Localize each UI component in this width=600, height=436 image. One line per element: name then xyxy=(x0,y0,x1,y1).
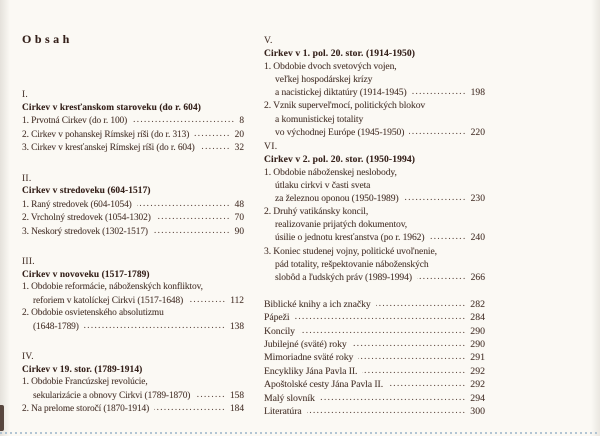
dot-leader xyxy=(388,378,466,387)
entry-text: slobôd a ľudských práv (1989-1994) xyxy=(275,271,412,283)
appendix-entry xyxy=(264,338,485,351)
dot-leader xyxy=(154,402,226,411)
page-left-edge-shadow xyxy=(0,0,10,436)
toc-entry-line xyxy=(22,320,244,334)
entry-text: útlaku cirkvi v časti sveta xyxy=(275,180,371,192)
entry-text: 2. Obdobie osvietenského absolutizmu xyxy=(22,308,164,318)
entry-text: 3. Neskorý stredovek (1302-1517) xyxy=(22,226,148,237)
entry-page-number: 32 xyxy=(234,143,244,153)
toc-entry-line xyxy=(22,376,244,389)
entry-text: 1. Obdobie reformácie, náboženských konfliktov, xyxy=(22,282,203,292)
entry-page-number: 112 xyxy=(230,295,244,306)
entry-text: (1648-1789) xyxy=(33,321,79,332)
toc-entry-line xyxy=(22,211,244,225)
dot-leader xyxy=(188,294,226,303)
toc-entry-line xyxy=(264,218,485,231)
entry-text: 3. Koniec studenej vojny, politické uvoľnenie, xyxy=(264,245,437,257)
toc-entry-line xyxy=(264,73,485,86)
entry-text: 2. Cirkev v pohanskej Rímskej ríši (do r. 313) xyxy=(22,129,190,140)
toc-entry-line xyxy=(22,141,244,155)
toc-section xyxy=(22,173,244,239)
entry-text: Literatúra xyxy=(264,406,302,418)
entry-text: veľkej hospodárskej krízy xyxy=(275,74,373,86)
toc-section xyxy=(22,256,244,333)
entry-text: Koncily xyxy=(264,325,295,337)
dot-leader xyxy=(84,320,226,329)
entry-text: úsilie o jednotu kresťanstva (po r. 1962) xyxy=(275,232,425,244)
section-numeral: I. xyxy=(22,90,29,100)
section-numeral: II. xyxy=(22,173,32,184)
appendix-entry xyxy=(264,311,485,324)
toc-entry-line xyxy=(22,198,244,212)
toc-section xyxy=(22,351,244,416)
section-heading: Cirkev v 19. stor. (1789-1914) xyxy=(22,364,143,375)
entry-page-number: 90 xyxy=(234,226,244,237)
toc-entry-line xyxy=(264,166,485,179)
dot-leader xyxy=(352,338,467,347)
entry-page-number: 292 xyxy=(470,365,485,377)
entry-page-number: 266 xyxy=(470,271,485,283)
section-numeral: VI. xyxy=(264,140,278,152)
dot-leader xyxy=(429,231,466,240)
dot-leader xyxy=(200,141,231,150)
entry-text: sekularizácie a obnovy Cirkvi (1789-1870) xyxy=(33,390,191,401)
entry-text: Malý slovník xyxy=(264,392,315,404)
entry-text: 3. Cirkev v kresťanskej Rímskej ríši (do r. 604) xyxy=(22,143,195,153)
entry-text: za železnou oponou (1950-1989) xyxy=(275,193,399,205)
dot-leader xyxy=(300,325,466,334)
entry-text: realizovanie prijatých dokumentov, xyxy=(275,219,408,231)
entry-text: Biblické knihy a ich značky xyxy=(264,298,371,310)
toc-entry-line xyxy=(264,205,485,218)
entry-page-number: 284 xyxy=(470,312,485,324)
toc-entry-line xyxy=(22,225,244,239)
entry-page-number: 290 xyxy=(470,325,485,337)
section-numeral: IV. xyxy=(22,352,34,362)
entry-page-number: 294 xyxy=(470,392,485,404)
toc-entry-line xyxy=(264,192,485,205)
dot-leader xyxy=(194,128,230,137)
dot-leader xyxy=(307,405,467,414)
entry-text: Pápeži xyxy=(264,312,290,324)
toc-left-column xyxy=(22,89,244,434)
entry-page-number: 48 xyxy=(234,199,244,210)
appendix-entry xyxy=(264,378,485,391)
dot-leader xyxy=(137,198,231,207)
appendix-entry xyxy=(264,405,485,418)
toc-entry-line xyxy=(264,113,485,126)
entry-page-number: 8 xyxy=(239,116,244,126)
toc-entry-line xyxy=(22,294,244,308)
entry-text: 1. Raný stredovek (604-1054) xyxy=(22,199,132,210)
entry-page-number: 20 xyxy=(234,129,244,140)
dot-leader xyxy=(195,389,226,398)
dot-leader xyxy=(412,86,467,95)
dot-leader xyxy=(409,126,466,135)
entry-page-number: 300 xyxy=(470,406,485,418)
entry-text: Encykliky Jána Pavla II. xyxy=(264,365,358,377)
entry-text: Jubilejné (sväté) roky xyxy=(264,339,347,350)
entry-text: 2. Vznik superveľmocí, politických blokov xyxy=(264,100,426,112)
section-numeral: V. xyxy=(264,35,273,46)
dot-leader xyxy=(320,392,467,401)
toc-entry-line xyxy=(264,258,485,271)
dot-leader xyxy=(358,351,466,360)
section-numeral: III. xyxy=(22,257,35,267)
toc-entry-line xyxy=(264,231,485,244)
toc-entry-line xyxy=(22,281,244,294)
dot-leader xyxy=(156,211,231,220)
toc-appendix xyxy=(264,298,485,419)
toc-entry-line xyxy=(22,114,244,128)
dot-leader xyxy=(295,311,467,320)
entry-page-number: 158 xyxy=(229,390,244,401)
entry-page-number: 290 xyxy=(470,339,485,350)
entry-page-number: 291 xyxy=(470,352,485,364)
toc-right-column xyxy=(264,34,485,418)
entry-text: vo východnej Európe (1945-1950) xyxy=(275,126,405,138)
section-heading: Cirkev v 1. pol. 20. stor. (1914-1950) xyxy=(264,48,416,60)
appendix-entry xyxy=(264,392,485,405)
section-heading: Cirkev v kresťanskom staroveku (do r. 604) xyxy=(22,102,201,113)
entry-text: 1. Prvotná Cirkev (do r. 100) xyxy=(22,116,128,126)
entry-text: a nacistickej diktatúry (1914-1945) xyxy=(275,87,407,99)
entry-text: Mimoriadne sväté roky xyxy=(264,352,354,364)
entry-page-number: 220 xyxy=(470,126,485,138)
toc-section xyxy=(22,89,244,155)
entry-text: Apoštolské cesty Jána Pavla II. xyxy=(264,379,384,391)
appendix-entry xyxy=(264,351,485,364)
section-heading: Cirkev v 2. pol. 20. stor. (1950-1994) xyxy=(264,153,416,165)
dot-leader xyxy=(417,271,467,280)
entry-page-number: 282 xyxy=(470,298,485,310)
entry-text: a komunistickej totality xyxy=(275,113,364,125)
section-heading: Cirkev v novoveku (1517-1789) xyxy=(22,269,150,280)
toc-entry-line xyxy=(22,307,244,320)
appendix-entry xyxy=(264,298,485,311)
dot-leader xyxy=(404,192,467,201)
scan-edge-dotted-line xyxy=(0,432,600,434)
entry-text: 1. Obdobie náboženskej neslobody, xyxy=(264,166,397,178)
toc-entry-line xyxy=(264,86,485,99)
entry-text: 1. Obdobie Francúzskej revolúcie, xyxy=(22,377,148,387)
entry-page-number: 70 xyxy=(234,213,244,223)
dot-leader xyxy=(376,298,467,307)
toc-section xyxy=(264,34,485,139)
toc-entry-line xyxy=(264,271,485,284)
page-title: Obsah xyxy=(22,32,73,46)
entry-text: 2. Vrcholný stredovek (1054-1302) xyxy=(22,213,151,223)
dot-leader xyxy=(153,225,231,234)
entry-page-number: 240 xyxy=(470,232,485,244)
entry-text: 1. Obdobie dvoch svetových vojen, xyxy=(264,61,397,73)
toc-entry-line xyxy=(264,126,485,139)
toc-entry-line xyxy=(264,245,485,258)
appendix-entry xyxy=(264,325,485,338)
toc-entry-line xyxy=(22,402,244,416)
entry-text: 2. Druhý vatikánsky koncil, xyxy=(264,206,369,218)
entry-page-number: 198 xyxy=(470,87,485,99)
toc-entry-line xyxy=(22,128,244,142)
section-heading: Cirkev v stredoveku (604-1517) xyxy=(22,186,151,196)
entry-text: pád totality, rešpektovanie náboženských xyxy=(275,258,429,270)
entry-text: 2. Na prelome storočí (1870-1914) xyxy=(22,404,150,414)
toc-section xyxy=(264,140,485,284)
entry-page-number: 292 xyxy=(470,379,485,391)
toc-entry-line xyxy=(264,99,485,112)
toc-entry-line xyxy=(22,389,244,403)
entry-page-number: 184 xyxy=(229,404,244,414)
entry-text: reforiem v katolíckej Cirkvi (1517-1648) xyxy=(33,295,184,306)
dot-leader xyxy=(132,114,235,123)
entry-page-number: 138 xyxy=(229,321,244,332)
scan-corner-artifact xyxy=(0,405,4,431)
appendix-entry xyxy=(264,365,485,378)
toc-entry-line xyxy=(264,60,485,73)
dot-leader xyxy=(362,365,466,374)
page-right-edge-shadow xyxy=(591,0,600,436)
toc-entry-line xyxy=(264,179,485,192)
entry-page-number: 230 xyxy=(470,193,485,205)
